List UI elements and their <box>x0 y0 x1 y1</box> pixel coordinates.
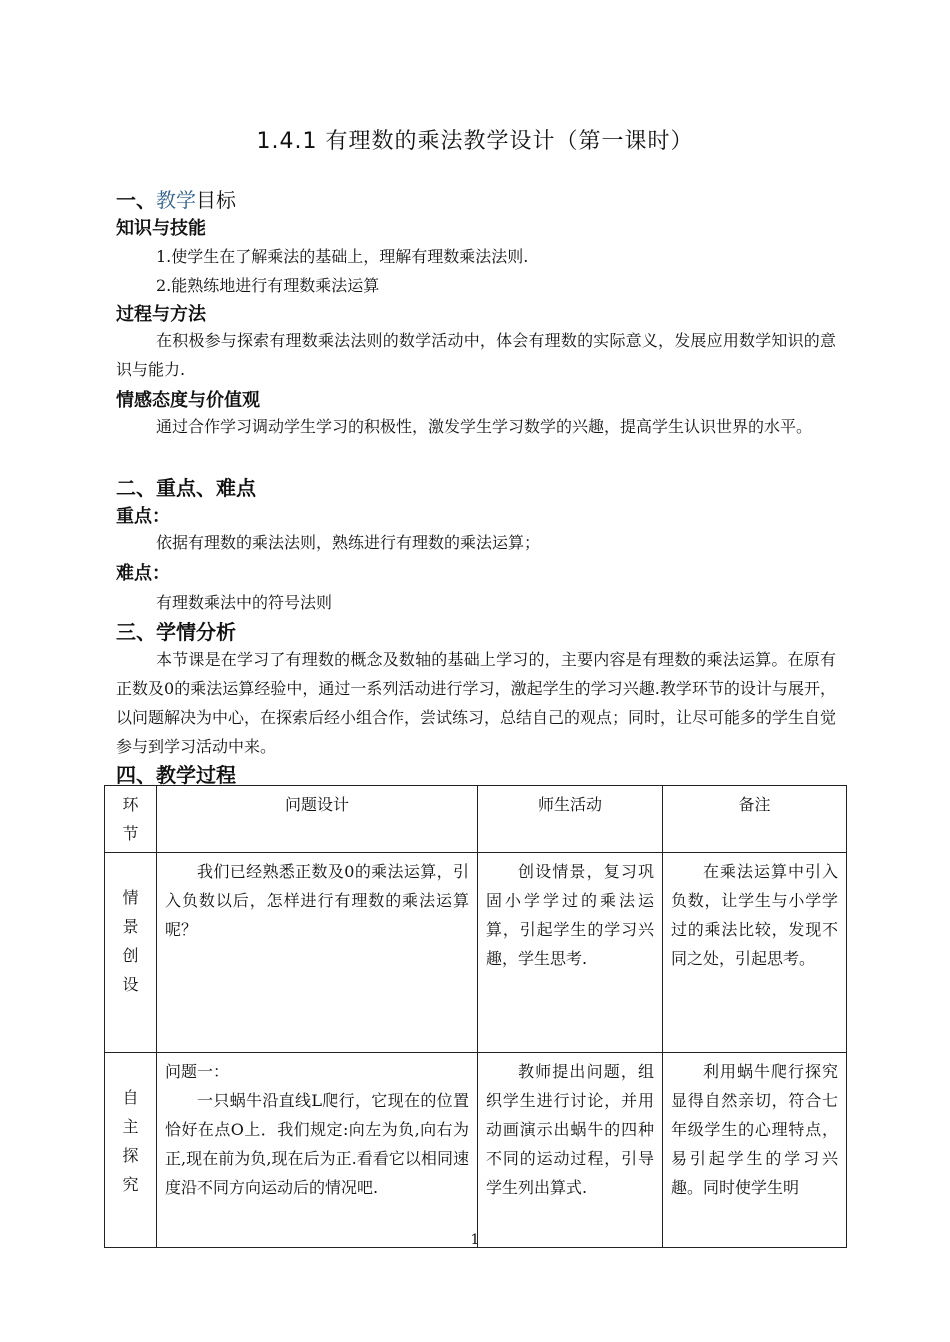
table-row <box>105 853 847 1053</box>
header-stage: 环节 <box>122 795 139 843</box>
section-1-prefix: 一、 <box>116 188 156 212</box>
key-point-heading: 重点： <box>116 506 170 527</box>
row1-activity: 创设情景，复习巩固小学学过的乘法运算，引起学生的学习兴趣，学生思考. <box>478 853 663 1053</box>
difficult-point-heading: 难点： <box>116 563 170 584</box>
section-3-heading: 三、学情分析 <box>116 620 236 644</box>
knowledge-heading: 知识与技能 <box>116 218 206 239</box>
knowledge-item-1: 1.使学生在了解乘法的基础上，理解有理数乘法法则. <box>156 247 529 266</box>
knowledge-item-2: 2.能熟练地进行有理数乘法运算 <box>156 276 380 295</box>
header-design: 问题设计 <box>157 786 478 853</box>
table-row <box>105 1053 847 1248</box>
row2-note: 利用蜗牛爬行探究显得自然亲切，符合七年级学生的心理特点，易引起学生的学习兴趣。同时使学生明 <box>663 1053 847 1248</box>
row1-stage: 情景创设 <box>122 888 139 994</box>
header-activity: 师生活动 <box>478 786 663 853</box>
page-number: 1 <box>470 1232 480 1248</box>
row2-design-label: 问题一： <box>165 1062 230 1081</box>
key-point-text: 依据有理数的乘法法则，熟练进行有理数的乘法运算； <box>156 533 541 552</box>
row2-design: 一只蜗牛沿直线L爬行，它现在的位置恰好在点O上．我们规定:向左为负,向右为正,现在前为负,现在后为正.看看它以相同速度沿不同方向运动后的情况吧. <box>165 1091 469 1197</box>
row1-note: 在乘法运算中引入负数，让学生与小学学过的乘法比较，发现不同之处，引起思考。 <box>663 853 847 1053</box>
teaching-process-table <box>104 785 847 1248</box>
section-1-heading <box>116 184 236 213</box>
difficult-point-text: 有理数乘法中的符号法则 <box>156 593 333 612</box>
process-method-text: 在积极参与探索有理数乘法法则的数学活动中，体会有理数的实际意义，发展应用数学知识的意识与能力. <box>116 331 836 379</box>
attitude-heading: 情感态度与价值观 <box>116 390 260 411</box>
section-1-accent: 教学 <box>156 188 196 212</box>
table-header-row <box>105 786 847 853</box>
attitude-text: 通过合作学习调动学生学习的积极性，激发学生学习数学的兴趣，提高学生认识世界的水平。 <box>156 417 813 436</box>
row2-activity: 教师提出问题，组织学生进行讨论，并用动画演示出蜗牛的四种不同的运动过程，引导学生列出算式. <box>478 1053 663 1248</box>
row2-stage: 自主探究 <box>122 1088 139 1194</box>
header-note: 备注 <box>663 786 847 853</box>
section-2-heading: 二、重点、难点 <box>116 476 256 500</box>
section-4-heading: 四、教学过程 <box>116 763 236 787</box>
process-method-heading: 过程与方法 <box>116 304 206 325</box>
section-3-text: 本节课是在学习了有理数的概念及数轴的基础上学习的，主要内容是有理数的乘法运算。在原有正数及0的乘法运算经验中，通过一系列活动进行学习，激起学生的学习兴趣.教学环节的设计与展开，以问题解决为中心，在探索后经小组合作，尝试练习，总结自己的观点；同时，让尽可能多的学生自觉参与到学习活动中来。 <box>116 650 837 756</box>
page-title: 1.4.1 有理数的乘法教学设计（第一课时） <box>256 129 694 154</box>
row1-design: 我们已经熟悉正数及0的乘法运算，引入负数以后，怎样进行有理数的乘法运算呢？ <box>157 853 478 1053</box>
section-1-rest: 目标 <box>196 188 236 212</box>
